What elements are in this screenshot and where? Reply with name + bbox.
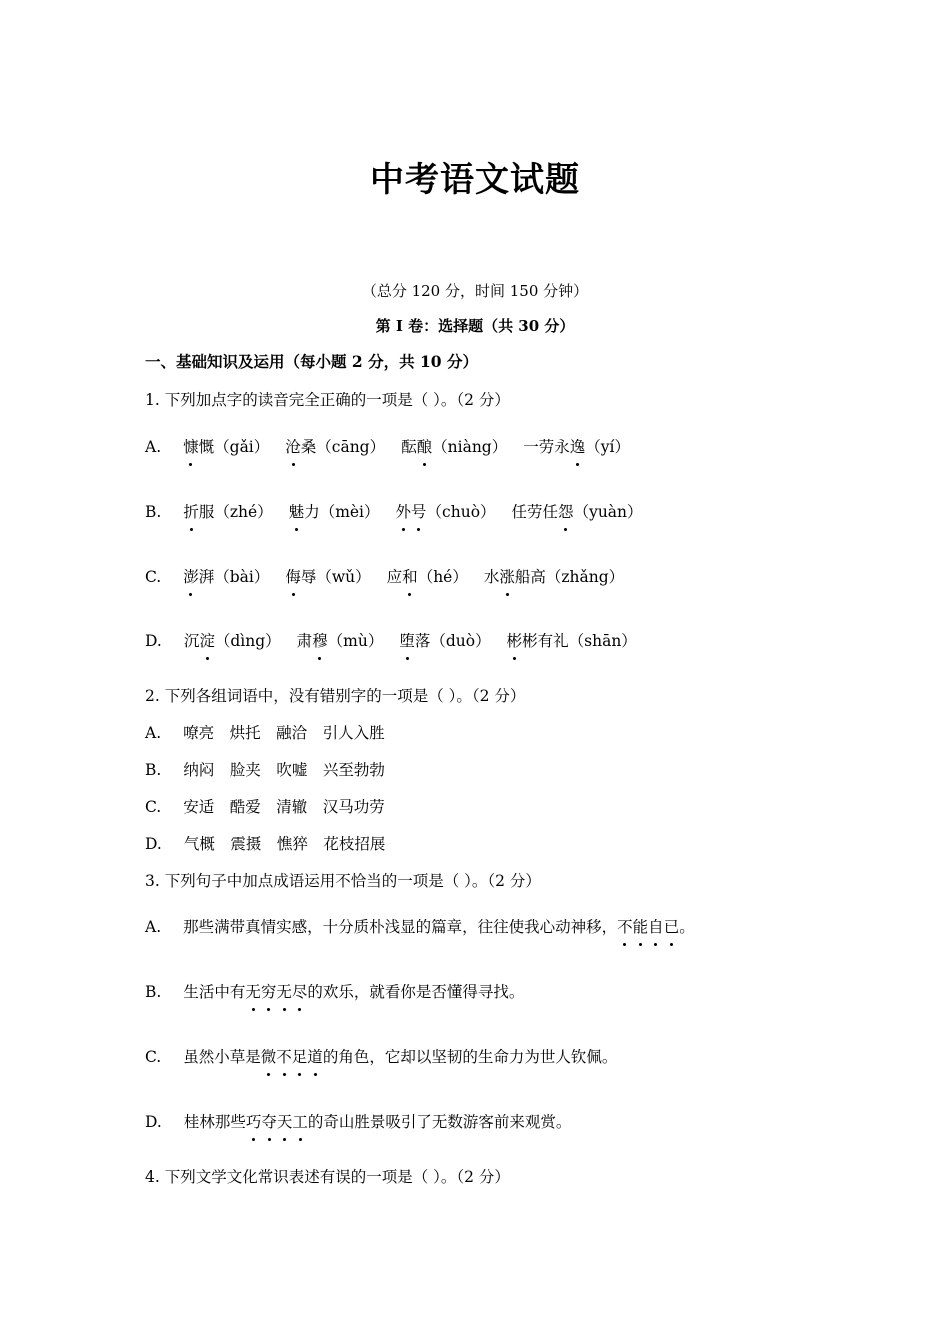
dotted-char: 酿 [416,438,433,456]
option-label: C. [145,798,162,816]
dotted-text [289,503,305,521]
option-item [523,438,630,456]
option-text: 的奇山胜景吸引了无数游客前来观赏。 [307,1113,572,1131]
option-item [183,438,269,456]
option-text: 虽然小草是 [183,1048,261,1066]
q2-stem: 2. 下列各组词语中，没有错别字的一项是（ ）。（2 分） [145,687,526,705]
option-row [145,758,385,780]
option-label: A. [145,918,162,936]
option-row [145,629,637,651]
dotted-text [396,503,427,521]
dotted-char: 不 [617,918,633,936]
option-label: B. [145,503,162,521]
dotted-char: 折 [183,503,199,521]
option-label: B. [145,983,162,1001]
option-item [183,568,269,586]
dotted-text [399,632,415,650]
dotted-text [499,568,515,586]
page-title: 中考语文试题 [370,160,580,200]
item-text: 任劳任 [511,503,559,521]
dotted-char: 微 [260,1048,277,1066]
dotted-char: 怨 [558,503,574,521]
item-text: 慨（gǎi） [198,438,270,456]
dotted-text [261,1048,323,1066]
q1-stem: 1. 下列加点字的读音完全正确的一项是（ ）。（2 分） [145,391,510,409]
q4-stem: 4. 下列文学文化常识表述有误的一项是（ ）。（2 分） [145,1168,510,1186]
item-text: 一劳永 [523,438,570,456]
exam-meta: （总分 120 分，时间 150 分钟） [361,282,589,300]
part-heading: 第 I 卷：选择题（共 30 分） [375,317,575,335]
option-item [184,632,281,650]
item-text: 沉 [183,632,200,650]
dotted-text [199,632,215,650]
dotted-char: 涨 [499,568,515,586]
option-item [183,503,272,521]
option-row [145,721,385,743]
item-text: 肃 [296,632,313,650]
option-row [145,435,630,457]
dotted-char: 穆 [312,632,328,650]
option-item [399,632,490,650]
option-label: A. [145,438,162,456]
option-item [484,568,624,586]
dotted-char: 足 [291,1048,308,1066]
dotted-text [183,438,199,456]
dotted-text [417,438,433,456]
option-text: 纳闷 脸夹 吹嘘 兴至勃勃 [183,761,385,779]
option-item [387,568,468,586]
dotted-char: 和 [402,568,418,586]
dotted-text [558,503,574,521]
item-text: （mù） [327,632,384,650]
item-text: 应 [386,568,403,586]
option-label: D. [145,1113,162,1131]
item-text: （yuàn） [573,503,643,521]
dotted-char: 工 [292,1113,308,1131]
dotted-char: 巧 [245,1113,262,1131]
option-item [396,503,496,521]
option-row [145,565,624,587]
dotted-char: 无 [276,983,292,1001]
option-text: 气概 震摄 憔猝 花枝招展 [183,835,386,853]
option-text: 的角色，它却以坚韧的生命力为世人钦佩。 [322,1048,618,1066]
option-row [145,915,695,937]
item-text: （dìng） [214,632,281,650]
dotted-char: 已 [663,918,680,936]
option-label: B. [145,761,162,779]
dotted-char: 堕 [399,632,415,650]
section-heading: 一、基础知识及运用（每小题 2 分，共 10 分） [145,352,478,371]
item-text: 辱（wǔ） [300,568,371,586]
option-row [145,500,643,522]
option-row [145,1110,571,1132]
option-text: 安适 酷爱 清辙 汉马功劳 [183,798,385,816]
dotted-text [617,918,679,936]
dotted-char: 道 [307,1048,323,1066]
dotted-text [570,438,586,456]
item-text: 酝 [401,438,417,456]
q3-stem: 3. 下列句子中加点成语运用不恰当的一项是（ ）。（2 分） [145,872,541,890]
option-label: C. [145,568,162,586]
dotted-char: 逸 [569,438,586,456]
option-row [145,1045,617,1067]
item-text: （hé） [417,568,468,586]
dotted-text [507,632,523,650]
option-item [401,438,507,456]
item-text: 彬有礼（shān） [522,632,637,650]
option-item [297,632,384,650]
item-text: （chuò） [426,503,496,521]
dotted-text [245,983,307,1001]
dotted-text [246,1113,308,1131]
item-text: 力（mèi） [304,503,380,521]
option-text: 嘹亮 烘托 融洽 引人入胜 [183,724,385,742]
dotted-char: 外 [395,503,412,521]
item-text: （yí） [585,438,630,456]
option-label: D. [145,632,162,650]
option-row [145,832,385,854]
dotted-text [402,568,418,586]
option-label: D. [145,835,162,853]
dotted-char: 淀 [199,632,215,650]
dotted-char: 澎 [183,568,199,586]
dotted-text [285,438,301,456]
dotted-text [285,568,301,586]
option-item [285,438,385,456]
dotted-char: 彬 [506,632,523,650]
item-text: （niàng） [432,438,508,456]
item-text: 船高（zhǎng） [514,568,625,586]
dotted-char: 天 [276,1113,293,1131]
item-text: 水 [483,568,500,586]
item-text: 湃（bài） [198,568,270,586]
option-item [289,503,380,521]
option-text: 。 [679,918,695,936]
option-item [285,568,370,586]
dotted-char: 沧 [285,438,301,456]
item-text: 落（duò） [414,632,491,650]
dotted-char: 能 [632,918,649,936]
dotted-text [183,503,199,521]
option-text: 的欢乐，就看你是否懂得寻找。 [307,983,525,1001]
dotted-text [312,632,328,650]
item-text: 服（zhé） [198,503,273,521]
option-text: 生活中有 [183,983,246,1001]
dotted-char: 魅 [288,503,305,521]
option-item [512,503,643,521]
dotted-char: 不 [276,1048,292,1066]
option-item [507,632,637,650]
option-row [145,795,385,817]
dotted-char: 尽 [291,983,308,1001]
dotted-char: 慷 [183,438,199,456]
dotted-char: 夺 [261,1113,277,1131]
dotted-text [183,568,199,586]
dotted-char: 自 [648,918,664,936]
option-text: 那些满带真情实感，十分质朴浅显的篇章，往往使我心动神移， [183,918,618,936]
dotted-char: 号 [411,503,427,521]
item-text: 桑（cāng） [300,438,386,456]
option-label: C. [145,1048,162,1066]
dotted-char: 侮 [285,568,301,586]
option-text: 桂林那些 [183,1113,246,1131]
option-label: A. [145,724,162,742]
dotted-char: 无 [245,983,261,1001]
dotted-char: 穷 [260,983,277,1001]
option-row [145,980,524,1002]
